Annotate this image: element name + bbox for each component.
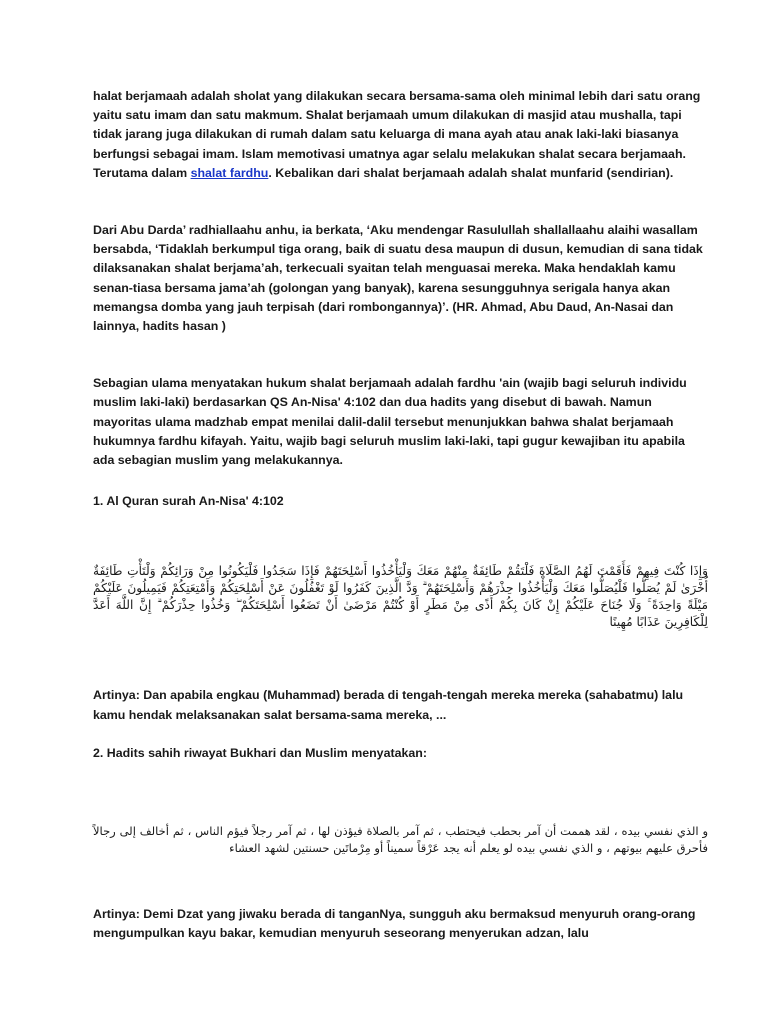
shalat-fardhu-link[interactable]: shalat fardhu: [190, 165, 269, 180]
hadith-heading: 2. Hadits sahih riwayat Bukhari dan Muslim menyatakan:: [93, 745, 427, 760]
intro-text-before-link: halat berjamaah adalah sholat yang dilakukan secara bersama-sama oleh minimal lebih dari satu orang yaitu satu imam dan satu makmum. Shalat berjamaah umum dilakukan di masjid atau mushalla, tapi tidak jarang juga dilakukan di rumah dalam satu keluarga di mana ayah atau anak laki-laki biasanya berfungsi sebagai imam. Islam memotivasi umatnya agar selalu melakukan shalat secara berjamaah. Terutama dalam: [93, 89, 701, 180]
intro-paragraph: [93, 87, 708, 183]
hadith-abu-darda-paragraph: Dari Abu Darda’ radhiallaahu anhu, ia berkata, ‘Aku mendengar Rasulullah shallallaahu alaihi wasallam bersabda, ‘Tidaklah berkumpul tiga orang, baik di suatu desa maupun di dusun, kemudian di sana tidak dilaksanakan shalat berjama’ah, terkecuali syaitan telah menguasai mereka. Maka hendaklah kamu senan-tiasa bersama jama’ah (golongan yang banyak), karena sesungguhnya serigala hanya akan memangsa domba yang jauh terpisah (dari rombongannya)’. (HR. Ahmad, Abu Daud, An-Nasai dan lainnya, hadits hasan ): [93, 223, 703, 334]
quran-verse-arabic: وَإِذَا كُنْتَ فِيهِمْ فَأَقَمْتَ لَهُمُ الصَّلَاةَ فَلْتَقُمْ طَائِفَةٌ مِنْهُمْ مَعَكَ وَلْيَأْخُذُوا أَسْلِحَتَهُمْ فَإِذَا سَجَدُوا فَلْيَكُونُوا مِنْ وَرَائِكُمْ وَلْتَأْتِ طَائِفَةٌ أُخْرَىٰ لَمْ يُصَلُّوا فَلْيُصَلُّوا مَعَكَ وَلْيَأْخُذُوا حِذْرَهُمْ وَأَسْلِحَتَهُمْ ۗ وَدَّ الَّذِينَ كَفَرُوا لَوْ تَغْفُلُونَ عَنْ أَسْلِحَتِكُمْ وَأَمْتِعَتِكُمْ فَيَمِيلُونَ عَلَيْكُمْ مَيْلَةً وَاحِدَةً ۚ وَلَا جُنَاحَ عَلَيْكُمْ إِنْ كَانَ بِكُمْ أَذًى مِنْ مَطَرٍ أَوْ كُنْتُمْ مَرْضَىٰ أَنْ تَضَعُوا أَسْلِحَتَكُمْ ۖ وَخُذُوا حِذْرَكُمْ ۗ إِنَّ اللَّهَ أَعَدَّ لِلْكَافِرِينَ عَذَابًا مُهِينًا: [93, 564, 708, 630]
quran-heading: 1. Al Quran surah An-Nisa' 4:102: [93, 494, 284, 509]
hadith-arabic: و الذي نفسي بيده ، لقد هممت أن آمر بحطب فيحتطب ، ثم آمر بالصلاة فيؤذن لها ، ثم آمر رجلاً فيؤم الناس ، ثم أخالف إلى رجالاً فأحرق عليهم بيوتهم ، و الذي نفسي بيده لو يعلم أنه يجد عَرْقاً سميناً أو مِرْماتَين حسنتين لشهد العشاء: [93, 824, 708, 856]
quran-translation-paragraph: Artinya: Dan apabila engkau (Muhammad) berada di tengah-tengah mereka mereka (sahabatmu) lalu kamu hendak melaksanakan salat bersama-sama mereka, ...: [93, 688, 684, 722]
intro-text-after-link: . Kebalikan dari shalat berjamaah adalah shalat munfarid (sendirian).: [268, 165, 674, 180]
hadith-translation-paragraph: Artinya: Demi Dzat yang jiwaku berada di tanganNya, sungguh aku bermaksud menyuruh orang-orang mengumpulkan kayu bakar, kemudian menyuruh seseorang menyerukan adzan, lalu: [93, 907, 696, 941]
ruling-paragraph: Sebagian ulama menyatakan hukum shalat berjamaah adalah fardhu 'ain (wajib bagi seluruh individu muslim laki-laki) berdasarkan QS An-Nisa' 4:102 dan dua hadits yang disebut di bawah. Namun mayoritas ulama madzhab empat menilai dalil-dalil tersebut menunjukkan bahwa shalat berjamaah hukumnya fardhu kifayah. Yaitu, wajib bagi seluruh muslim laki-laki, tapi gugur kewajiban itu apabila ada sebagian muslim yang melakukannya.: [93, 376, 687, 468]
